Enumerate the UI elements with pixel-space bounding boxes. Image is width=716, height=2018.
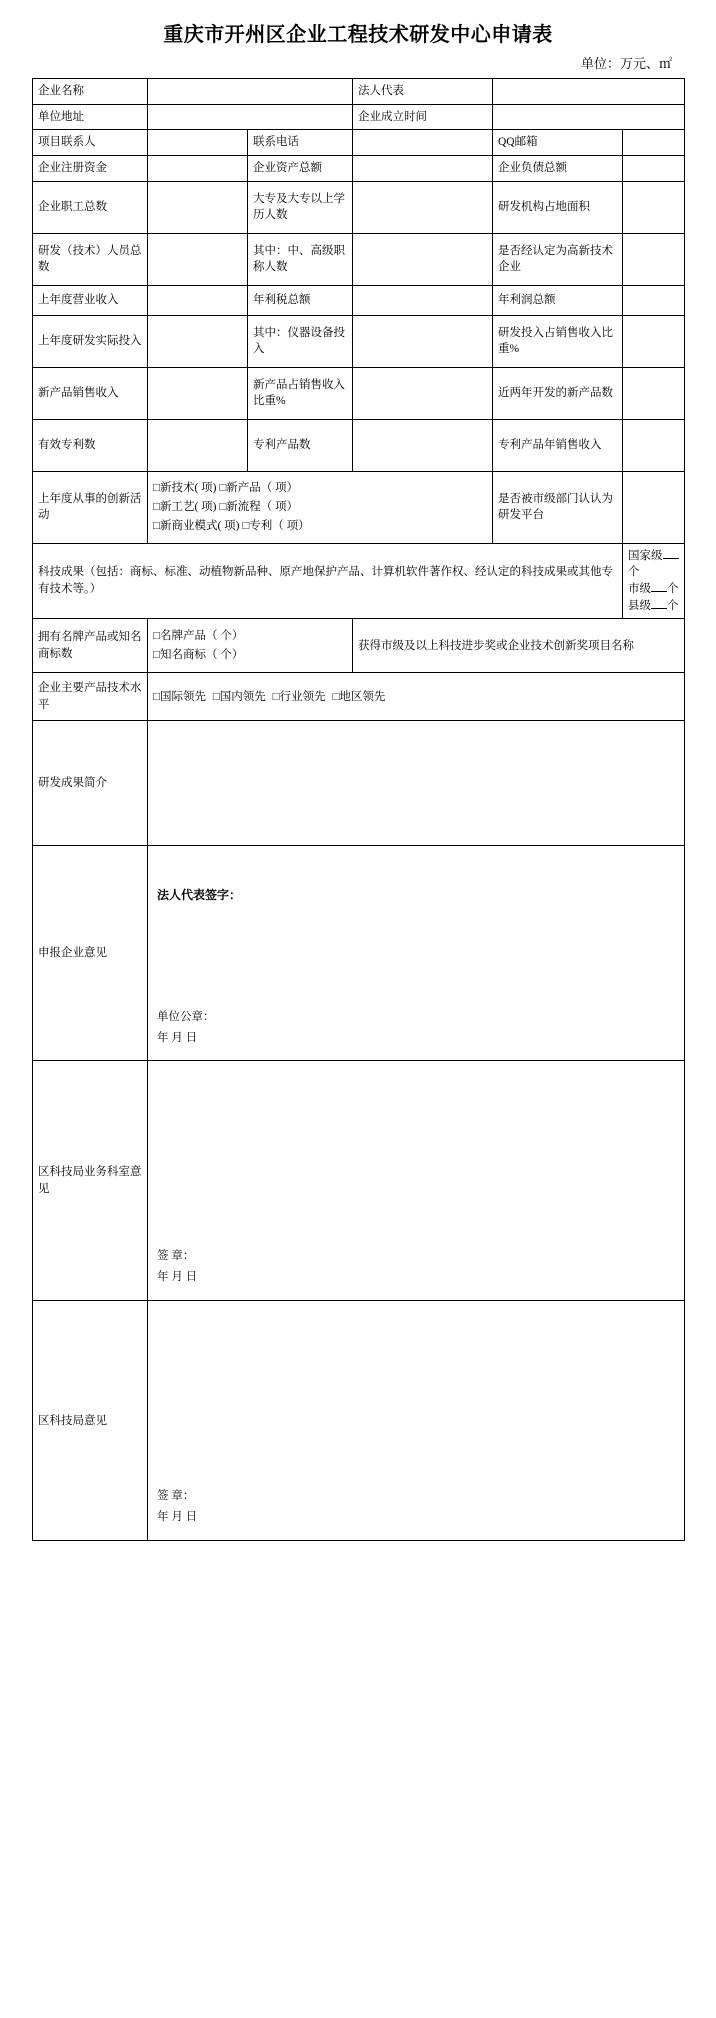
cell-address-value[interactable] — [148, 104, 353, 130]
cell-liabilities-value[interactable] — [623, 156, 685, 182]
cell-patents-label: 有效专利数 — [33, 419, 148, 471]
cell-enterprise-opinion-label: 申报企业意见 — [33, 846, 148, 1061]
cell-newproduct-revenue-label: 新产品销售收入 — [33, 367, 148, 419]
table-row — [33, 673, 685, 721]
cell-techlevel-label: 企业主要产品技术水平 — [33, 673, 148, 721]
cell-rd-summary-label: 研发成果简介 — [33, 721, 148, 846]
application-form-table — [32, 78, 685, 1541]
cell-found-date-value[interactable] — [493, 104, 685, 130]
cell-assets-value[interactable] — [353, 156, 493, 182]
cell-rd-ratio-label: 研发投入占销售收入比重% — [493, 315, 623, 367]
cell-bureau-section-opinion-label: 区科技局业务科室意见 — [33, 1061, 148, 1301]
achievement-city-label: 市级 — [628, 583, 651, 596]
achievement-county-label: 县级 — [628, 599, 651, 612]
cell-patent-revenue-label: 专利产品年销售收入 — [493, 419, 623, 471]
achievement-city-unit: 个 — [667, 583, 679, 596]
cell-college-count-label: 大专及大专以上学历人数 — [248, 181, 353, 233]
checkbox-option-new-tech[interactable]: □新技术( 项) □新产品（ 项） — [153, 482, 299, 495]
cell-bureau-section-opinion-value[interactable] — [148, 1061, 685, 1301]
cell-hightech-label: 是否经认定为高新技术企业 — [493, 233, 623, 285]
table-row — [33, 846, 685, 1061]
cell-company-name-label: 企业名称 — [33, 79, 148, 105]
checkbox-option-industry-leading[interactable]: □行业领先 — [272, 690, 326, 703]
cell-rd-staff-label: 研发（技术）人员总数 — [33, 233, 148, 285]
achievement-county — [628, 598, 679, 615]
cell-profit-label: 年利润总额 — [493, 285, 623, 315]
checkbox-option-famous-trademark[interactable]: □知名商标（ 个） — [153, 648, 244, 661]
cell-legal-rep-label: 法人代表 — [353, 79, 493, 105]
table-row — [33, 721, 685, 846]
table-row — [33, 1061, 685, 1301]
cell-brands-label: 拥有名牌产品或知名商标数 — [33, 619, 148, 673]
cell-equipment-input-value[interactable] — [353, 315, 493, 367]
cell-rd-input-label: 上年度研发实际投入 — [33, 315, 148, 367]
cell-capital-value[interactable] — [148, 156, 248, 182]
table-row — [33, 130, 685, 156]
bureau-section-seal-label: 签 章： — [157, 1250, 195, 1263]
table-row — [33, 181, 685, 233]
cell-revenue-label: 上年度营业收入 — [33, 285, 148, 315]
achievement-county-unit: 个 — [667, 599, 679, 612]
cell-bureau-opinion-label: 区科技局意见 — [33, 1301, 148, 1541]
table-row — [33, 315, 685, 367]
cell-innovation-options — [148, 471, 493, 543]
cell-newproduct-ratio-value[interactable] — [353, 367, 493, 419]
cell-newproduct-count-label: 近两年开发的新产品数 — [493, 367, 623, 419]
cell-innovation-label: 上年度从事的创新活动 — [33, 471, 148, 543]
table-row — [33, 543, 685, 619]
cell-profit-value[interactable] — [623, 285, 685, 315]
cell-company-name-value[interactable] — [148, 79, 353, 105]
cell-city-platform-label: 是否被市级部门认认为研发平台 — [493, 471, 623, 543]
table-row — [33, 285, 685, 315]
checkbox-option-new-business-model[interactable]: □新商业模式( 项) □专利（ 项） — [153, 519, 310, 532]
checkbox-option-new-craft[interactable]: □新工艺( 项) □新流程（ 项） — [153, 500, 299, 513]
checkbox-option-famous-product[interactable]: □名牌产品（ 个） — [153, 630, 244, 643]
unit-note: 单位：万元、㎡ — [580, 56, 672, 71]
cell-found-date-label: 企业成立时间 — [353, 104, 493, 130]
table-row — [33, 619, 685, 673]
table-row — [33, 104, 685, 130]
bureau-section-date: 年 月 日 — [157, 1270, 198, 1283]
cell-patent-revenue-value[interactable] — [623, 419, 685, 471]
cell-awards-label: 获得市级及以上科技进步奖或企业技术创新奖项目名称 — [353, 619, 685, 673]
table-row — [33, 419, 685, 471]
cell-qq-label: QQ邮箱 — [493, 130, 623, 156]
cell-tax-label: 年利税总额 — [248, 285, 353, 315]
checkbox-option-regional-leading[interactable]: □地区领先 — [332, 690, 386, 703]
table-row — [33, 1301, 685, 1541]
cell-rd-summary-value[interactable] — [148, 721, 685, 846]
cell-employees-value[interactable] — [148, 181, 248, 233]
cell-college-count-value[interactable] — [353, 181, 493, 233]
cell-senior-title-label: 其中：中、高级职称人数 — [248, 233, 353, 285]
cell-patent-products-label: 专利产品数 — [248, 419, 353, 471]
cell-bureau-opinion-value[interactable] — [148, 1301, 685, 1541]
table-row — [33, 79, 685, 105]
cell-brands-options — [148, 619, 353, 673]
achievement-national-label: 国家级 — [628, 549, 663, 562]
cell-rd-input-value[interactable] — [148, 315, 248, 367]
cell-address-label: 单位地址 — [33, 104, 148, 130]
cell-patent-products-value[interactable] — [353, 419, 493, 471]
bureau-seal-label: 签 章： — [157, 1490, 195, 1503]
cell-legal-rep-value[interactable] — [493, 79, 685, 105]
cell-rd-area-value[interactable] — [623, 181, 685, 233]
cell-revenue-value[interactable] — [148, 285, 248, 315]
table-row — [33, 471, 685, 543]
cell-qq-value[interactable] — [623, 130, 685, 156]
cell-newproduct-ratio-label: 新产品占销售收入比重% — [248, 367, 353, 419]
table-row — [33, 233, 685, 285]
cell-phone-value[interactable] — [353, 130, 493, 156]
achievement-city — [628, 581, 679, 598]
cell-contact-value[interactable] — [148, 130, 248, 156]
page-title: 重庆市开州区企业工程技术研发中心申请表 — [163, 24, 553, 46]
cell-rd-staff-value[interactable] — [148, 233, 248, 285]
cell-hightech-value[interactable] — [623, 233, 685, 285]
cell-tax-value[interactable] — [353, 285, 493, 315]
cell-achievements-label: 科技成果（包括：商标、标准、动植物新品种、原产地保护产品、计算机软件著作权、经认定的科技成果或其他专有技术等。） — [33, 543, 623, 619]
cell-achievements-levels[interactable] — [623, 543, 685, 619]
enterprise-opinion-date: 年 月 日 — [157, 1031, 198, 1044]
cell-equipment-input-label: 其中：仪器设备投入 — [248, 315, 353, 367]
cell-employees-label: 企业职工总数 — [33, 181, 148, 233]
cell-liabilities-label: 企业负债总额 — [493, 156, 623, 182]
table-row — [33, 367, 685, 419]
cell-techlevel-options — [148, 673, 685, 721]
table-row — [33, 156, 685, 182]
cell-enterprise-opinion-value[interactable] — [148, 846, 685, 1061]
cell-contact-label: 项目联系人 — [33, 130, 148, 156]
legal-rep-signature-label: 法人代表签字： — [157, 887, 242, 902]
achievement-national — [628, 548, 679, 581]
cell-phone-label: 联系电话 — [248, 130, 353, 156]
cell-city-platform-value[interactable] — [623, 471, 685, 543]
cell-capital-label: 企业注册资金 — [33, 156, 148, 182]
cell-newproduct-revenue-value[interactable] — [148, 367, 248, 419]
cell-rd-area-label: 研发机构占地面积 — [493, 181, 623, 233]
cell-assets-label: 企业资产总额 — [248, 156, 353, 182]
cell-rd-ratio-value[interactable] — [623, 315, 685, 367]
cell-senior-title-value[interactable] — [353, 233, 493, 285]
company-seal-label: 单位公章： — [157, 1010, 215, 1023]
cell-newproduct-count-value[interactable] — [623, 367, 685, 419]
bureau-date: 年 月 日 — [157, 1510, 198, 1523]
checkbox-option-domestic-leading[interactable]: □国内领先 — [212, 690, 266, 703]
achievement-national-unit: 个 — [628, 566, 640, 579]
checkbox-option-international-leading[interactable]: □国际领先 — [153, 690, 206, 703]
cell-patents-value[interactable] — [148, 419, 248, 471]
